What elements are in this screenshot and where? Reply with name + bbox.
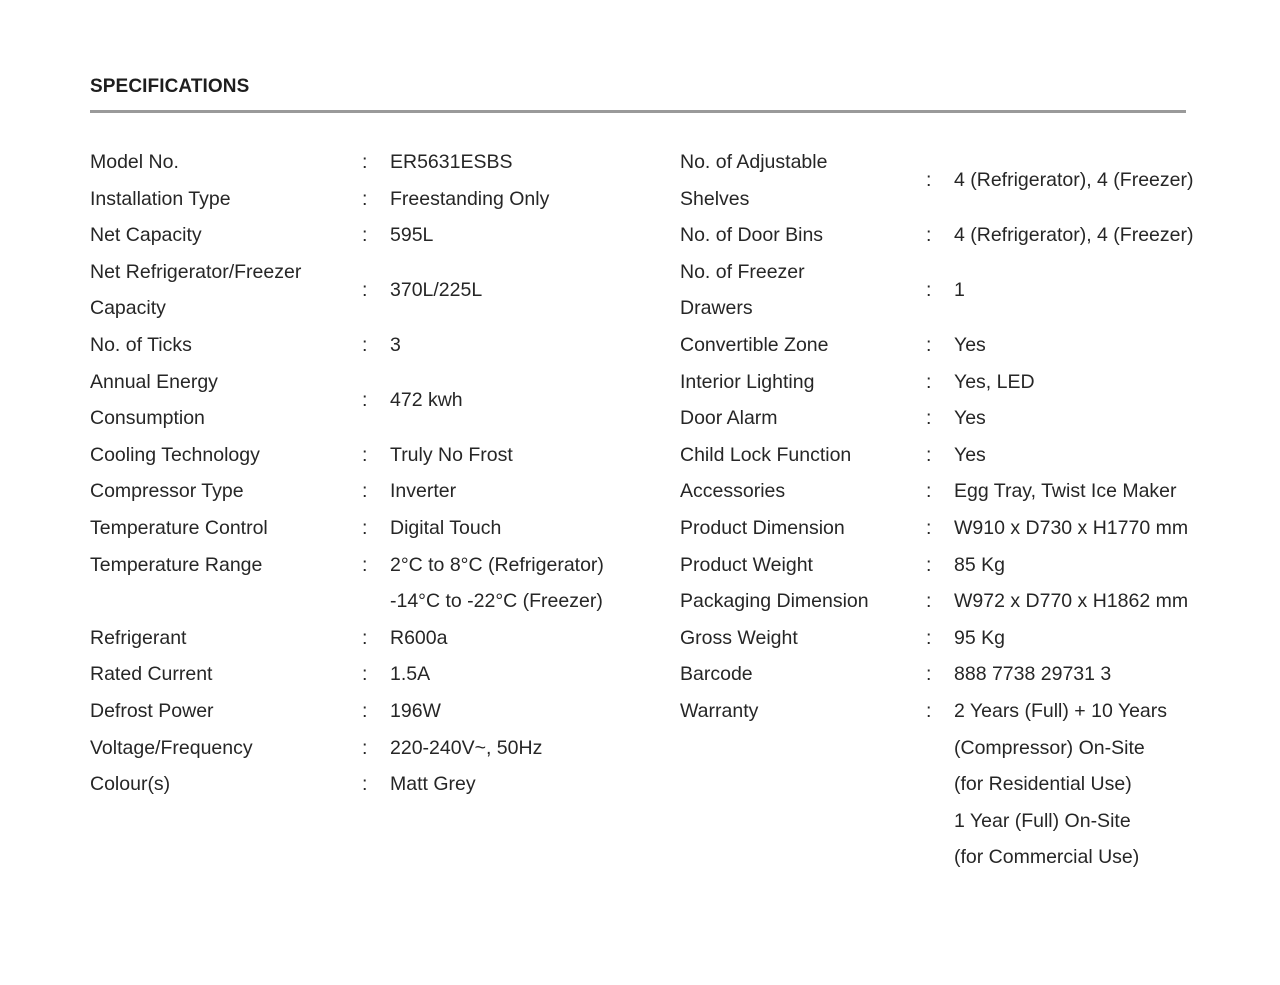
- spec-value-line: 1 Year (Full) On-Site: [954, 809, 1131, 832]
- spec-row: [90, 364, 650, 437]
- spec-row: [90, 693, 650, 730]
- spec-label: [680, 327, 926, 364]
- spec-value: [390, 693, 441, 730]
- spec-separator: :: [362, 388, 368, 411]
- spec-row: [90, 510, 650, 547]
- spec-row: [680, 656, 1270, 693]
- spec-value: [390, 473, 456, 510]
- spec-row: [680, 693, 1270, 876]
- spec-label: [90, 730, 362, 767]
- spec-separator: :: [362, 187, 368, 210]
- spec-value: [390, 510, 501, 547]
- spec-label-line: Gross Weight: [680, 626, 798, 649]
- title-divider: [90, 110, 1186, 113]
- spec-label: [680, 510, 926, 547]
- spec-label-line: Cooling Technology: [90, 443, 260, 466]
- spec-row: [90, 656, 650, 693]
- spec-label-line: Convertible Zone: [680, 333, 829, 356]
- spec-separator: :: [362, 443, 368, 466]
- spec-value: [954, 583, 1188, 620]
- spec-label-line: Child Lock Function: [680, 443, 852, 466]
- spec-separator: :: [926, 516, 932, 539]
- spec-label-line: Product Weight: [680, 553, 813, 576]
- spec-separator: :: [926, 553, 932, 576]
- spec-value: [954, 437, 986, 474]
- spec-separator: :: [362, 279, 368, 302]
- spec-value: [390, 437, 513, 474]
- spec-label: [680, 473, 926, 510]
- spec-value-line: ER5631ESBS: [390, 151, 513, 173]
- spec-value: [390, 181, 549, 218]
- spec-label: [90, 217, 362, 254]
- spec-value: [954, 510, 1188, 547]
- spec-value: [954, 620, 1005, 657]
- spec-value: [390, 272, 482, 309]
- spec-value: [954, 162, 1193, 199]
- spec-value: [954, 364, 1035, 401]
- spec-label: [680, 364, 926, 401]
- spec-value-line: 370L/225L: [390, 279, 483, 302]
- spec-separator: :: [362, 224, 368, 247]
- spec-value: [954, 327, 986, 364]
- spec-label-line: Voltage/Frequency: [90, 736, 253, 759]
- spec-row: [90, 766, 650, 803]
- spec-label-line: Model No.: [90, 151, 179, 173]
- spec-label: [680, 656, 926, 693]
- spec-value-line: 1.5A: [390, 663, 431, 686]
- spec-value-line: Egg Tray, Twist Ice Maker: [954, 480, 1177, 503]
- spec-separator: :: [926, 169, 932, 192]
- spec-row: [680, 364, 1270, 401]
- spec-label: [90, 181, 362, 218]
- spec-separator: :: [362, 553, 368, 576]
- spec-label: [90, 437, 362, 474]
- spec-label-line: Accessories: [680, 480, 786, 503]
- spec-row: [90, 181, 650, 218]
- spec-label-line: Temperature Control: [90, 516, 268, 539]
- spec-separator: :: [362, 699, 368, 722]
- spec-table-right: [680, 144, 1270, 876]
- spec-separator: :: [926, 663, 932, 686]
- spec-label: [90, 327, 362, 364]
- spec-label: [680, 437, 926, 474]
- spec-value: [390, 620, 447, 657]
- spec-value-line: Yes: [954, 443, 986, 466]
- spec-row: [90, 730, 650, 767]
- spec-label: [90, 656, 362, 693]
- spec-value-line: Digital Touch: [390, 516, 502, 539]
- spec-value: [390, 766, 476, 803]
- spec-value: [954, 473, 1177, 510]
- spec-value-line: 95 Kg: [954, 626, 1005, 649]
- spec-row: [680, 217, 1270, 254]
- spec-separator: :: [926, 370, 932, 393]
- spec-label-line: Compressor Type: [90, 480, 244, 503]
- spec-value-line: 2°C to 8°C (Refrigerator): [390, 553, 604, 576]
- spec-label-line: Colour(s): [90, 773, 171, 796]
- spec-row: [90, 217, 650, 254]
- spec-value: [954, 656, 1111, 693]
- spec-separator: :: [362, 663, 368, 686]
- spec-label: [680, 620, 926, 657]
- spec-label: [90, 364, 362, 437]
- spec-label-line: Refrigerant: [90, 626, 187, 649]
- spec-label: [680, 144, 926, 217]
- spec-value-line: Yes: [954, 333, 986, 356]
- spec-value-line: R600a: [390, 626, 448, 649]
- spec-value-line: 4 (Refrigerator), 4 (Freezer): [954, 169, 1194, 192]
- spec-value-line: 2 Years (Full) + 10 Years: [954, 699, 1168, 722]
- spec-value: [390, 656, 430, 693]
- spec-row: [90, 254, 650, 327]
- spec-label: [90, 473, 362, 510]
- spec-row: [680, 144, 1270, 217]
- spec-label-line: Consumption: [90, 407, 205, 430]
- spec-separator: :: [926, 590, 932, 613]
- page-title: SPECIFICATIONS: [90, 76, 250, 97]
- spec-value: [954, 693, 1167, 876]
- spec-value: [954, 400, 986, 437]
- spec-label-line: Net Capacity: [90, 224, 202, 247]
- spec-value: [390, 144, 513, 181]
- spec-value-line: Yes: [954, 407, 986, 430]
- spec-label: [680, 583, 926, 620]
- spec-table-left: [90, 144, 650, 803]
- spec-value: [390, 217, 433, 254]
- spec-row: [680, 473, 1270, 510]
- spec-label: [680, 400, 926, 437]
- spec-value-line: 196W: [390, 699, 441, 722]
- spec-separator: :: [362, 480, 368, 503]
- spec-label: [90, 620, 362, 657]
- spec-value-line: Truly No Frost: [390, 443, 513, 466]
- spec-label-line: No. of Door Bins: [680, 224, 824, 247]
- spec-label-line: Net Refrigerator/Freezer: [90, 260, 302, 283]
- spec-separator: :: [926, 407, 932, 430]
- spec-value: [954, 217, 1193, 254]
- spec-label-line: Defrost Power: [90, 699, 214, 722]
- spec-label-line: Packaging Dimension: [680, 590, 869, 613]
- spec-value-line: Inverter: [390, 480, 457, 503]
- spec-value-line: 472 kwh: [390, 388, 463, 411]
- spec-label: [90, 144, 362, 181]
- spec-value-line: Yes, LED: [954, 370, 1035, 393]
- spec-value: [390, 327, 401, 364]
- spec-value-line: 888 7738 29731 3: [954, 663, 1112, 686]
- spec-value-line: Matt Grey: [390, 773, 476, 796]
- spec-row: [680, 400, 1270, 437]
- spec-value-line: Freestanding Only: [390, 187, 550, 210]
- spec-label-line: Interior Lighting: [680, 370, 815, 393]
- spec-label: [680, 547, 926, 584]
- spec-value-line: -14°C to -22°C (Freezer): [390, 590, 603, 613]
- spec-separator: :: [362, 736, 368, 759]
- spec-label: [680, 217, 926, 254]
- spec-row: [90, 437, 650, 474]
- spec-value-line: (Compressor) On-Site: [954, 736, 1145, 759]
- spec-row: [680, 583, 1270, 620]
- spec-separator: :: [362, 333, 368, 356]
- spec-row: [680, 510, 1270, 547]
- spec-value-line: 3: [390, 333, 401, 356]
- spec-row: [680, 437, 1270, 474]
- spec-label: [90, 510, 362, 547]
- spec-separator: :: [362, 626, 368, 649]
- spec-row: [90, 473, 650, 510]
- spec-row: [680, 254, 1270, 327]
- spec-separator: :: [926, 224, 932, 247]
- spec-value-line: W910 x D730 x H1770 mm: [954, 516, 1189, 539]
- spec-value-line: 595L: [390, 224, 434, 247]
- spec-value-line: 85 Kg: [954, 553, 1005, 576]
- spec-label-line: Drawers: [680, 297, 753, 320]
- spec-label-line: Temperature Range: [90, 553, 263, 576]
- spec-row: [680, 327, 1270, 364]
- spec-separator: :: [926, 480, 932, 503]
- spec-separator: :: [362, 151, 368, 173]
- spec-value-line: W972 x D770 x H1862 mm: [954, 590, 1189, 613]
- spec-label-line: No. of Freezer: [680, 260, 805, 283]
- spec-label-line: Capacity: [90, 297, 166, 320]
- spec-separator: :: [926, 333, 932, 356]
- spec-row: [90, 547, 650, 620]
- spec-label-line: Warranty: [680, 699, 759, 722]
- spec-separator: :: [926, 626, 932, 649]
- spec-value-line: 220-240V~, 50Hz: [390, 736, 543, 759]
- spec-label-line: No. of Ticks: [90, 333, 192, 356]
- spec-value-line: (for Commercial Use): [954, 846, 1140, 869]
- spec-row: [90, 620, 650, 657]
- spec-separator: :: [362, 516, 368, 539]
- spec-value-line: 1: [954, 279, 965, 302]
- spec-value: [390, 382, 463, 419]
- spec-separator: :: [926, 279, 932, 302]
- spec-label: [90, 254, 362, 327]
- spec-row: [680, 620, 1270, 657]
- spec-row: [90, 327, 650, 364]
- spec-row: [90, 144, 650, 181]
- spec-label: [680, 254, 926, 327]
- spec-label-line: Installation Type: [90, 187, 231, 210]
- spec-separator: :: [362, 773, 368, 796]
- spec-label: [680, 693, 926, 730]
- spec-value: [390, 730, 542, 767]
- spec-label-line: Rated Current: [90, 663, 213, 686]
- spec-value: [390, 547, 604, 620]
- spec-label-line: Annual Energy: [90, 370, 218, 393]
- spec-separator: :: [926, 699, 932, 722]
- spec-label: [90, 547, 362, 584]
- spec-label-line: Product Dimension: [680, 516, 845, 539]
- spec-separator: :: [926, 443, 932, 466]
- spec-label: [90, 693, 362, 730]
- spec-label-line: Shelves: [680, 187, 750, 210]
- spec-value-line: 4 (Refrigerator), 4 (Freezer): [954, 224, 1194, 247]
- spec-label-line: Door Alarm: [680, 407, 778, 430]
- spec-row: [680, 547, 1270, 584]
- spec-value-line: (for Residential Use): [954, 773, 1132, 796]
- spec-label-line: Barcode: [680, 663, 753, 686]
- spec-value: [954, 272, 965, 309]
- spec-label-line: No. of Adjustable: [680, 151, 828, 173]
- spec-label: [90, 766, 362, 803]
- spec-value: [954, 547, 1005, 584]
